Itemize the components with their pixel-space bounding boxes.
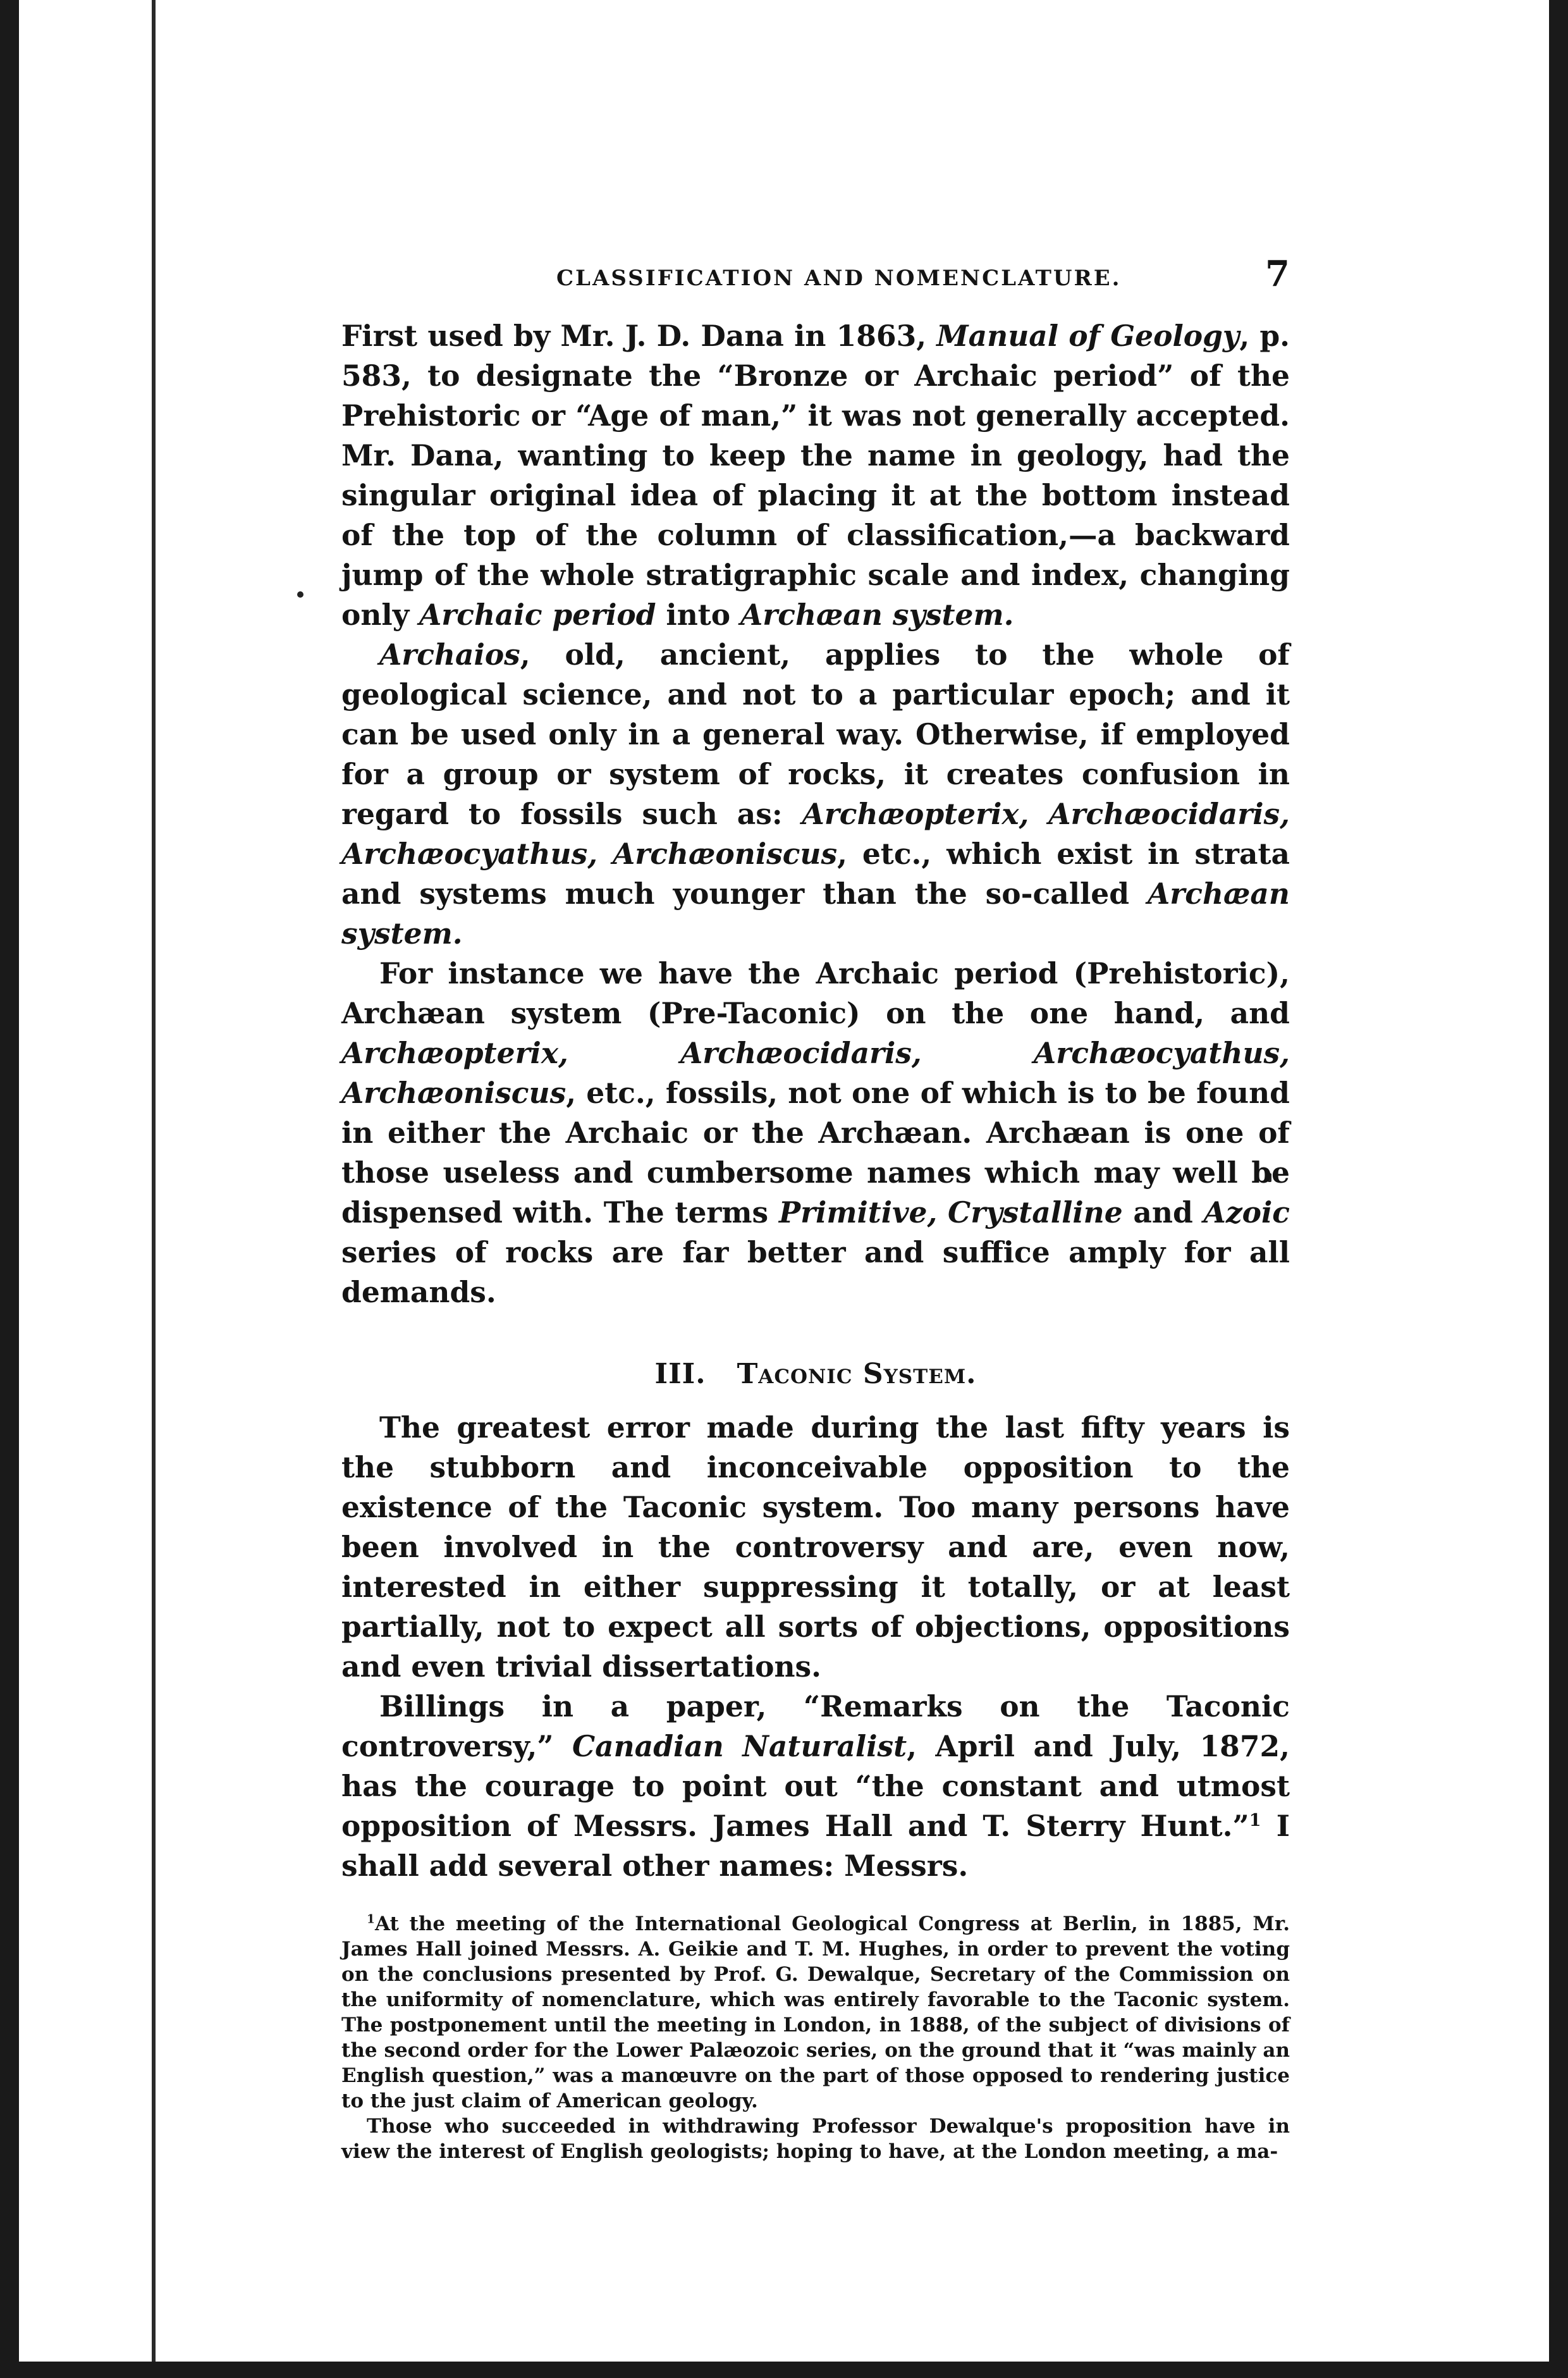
text-run: For instance we have the Archaic period (Prehistoric), Archæan system (Pre-Taconic) on the one hand, and [341,956,1290,1030]
footnote-marker: 1 [1249,1809,1261,1830]
text-run: , old, ancient, applies to the whole of geological science, and not to a particular epoch; and it can be used only in a general way. Otherwise, if employed for a group or system of rocks, it creates confusion in regard to fossils such as: [341,638,1290,831]
text-run: The greatest error made during the last fifty years is the stubborn and inconceivable opposition to the existence of the Taconic system. Too many persons have been involved in the controversy and are, even now, interested in either suppressing it totally, or at least partially, not to expect all sorts of objections, oppositions and even trivial dissertations. [341,1410,1290,1684]
section-heading [341,1358,1290,1390]
margin-dot [297,591,303,598]
running-head [341,240,1290,316]
right-scan-border [1549,0,1568,2378]
italic-run: Canadian Naturalist [572,1729,907,1763]
footnote-continuation [341,2114,1290,2164]
italic-run: Archæan system. [341,877,1290,951]
paragraph-billings [341,1687,1290,1886]
text-run: At the meeting of the International Geological Congress at Berlin, in 1885, Mr. James Hall joined Messrs. A. Geikie and T. M. Hughes, in order to prevent the voting on the conclusions presented by Prof. G. Dewalque, Secretary of the Commission on the uniformity of nomenclature, which was entirely favorable to the Taconic system. The postponement until the meeting in London, in 1888, of the subject of divisions of the second order for the Lower Palæozoic series, on the ground that it “was mainly an English question,” was a manœuvre on the part of those opposed to rendering justice to the just claim of American geology. [341,1913,1290,2112]
footnote-1 [341,1911,1290,2114]
text-run: , etc., fossils, not one of which is to be found in either the Archaic or the Archæan. Archæan is one of those useless and cumbersome names which may well be dispensed with. The terms [341,1076,1290,1229]
paragraph-dana [341,316,1290,635]
paragraph-for-instance [341,954,1290,1312]
text-run: Billings in a paper, “Remarks on the Taconic controversy,” [341,1689,1290,1763]
italic-run: Archaios [379,638,520,672]
text-run: , etc., which exist in strata and systems much younger than the so-called [341,837,1290,911]
bottom-scan-border [0,2362,1568,2378]
text-run: Those who succeeded in withdrawing Professor Dewalque's proposition have in view the interest of English geologists; hoping to have, at the London meeting, a ma- [341,2115,1290,2163]
italic-run: Archæopterix, Archæocidaris, Archæocyathus, Archæoniscus [341,797,1290,871]
text-run: into [656,598,740,632]
italic-run: Manual of Geology [936,319,1240,353]
text-run: and [1122,1195,1204,1229]
text-run: series of rocks are far better and suffice amply for all demands. [341,1235,1290,1309]
text-run: , April and July, 1872, has the courage to point out “the constant and utmost opposition of Messrs. James Hall and T. Sterry Hunt.” [341,1729,1290,1843]
text-run: First used by Mr. J. D. Dana in 1863, [341,319,937,353]
italic-run: Archæopterix, Archæocidaris, Archæocyathus, Archæoniscus [341,1036,1290,1110]
left-scan-border [0,0,19,2378]
section-title: Taconic System. [737,1358,977,1390]
running-title: CLASSIFICATION AND NOMENCLATURE. [556,266,1122,291]
text-run: , p. 583, to designate the “Bronze or Archaic period” of the Prehistoric or “Age of man,” it was not generally accepted. Mr. Dana, wanting to keep the name in geology, had the singular original idea of placing it at the bottom instead of the top of the column of classification,—a backward jump of the whole stratigraphic scale and index, changing only [341,319,1290,632]
section-numeral: III. [654,1358,706,1390]
footnote-marker: 1 [367,1913,375,1926]
paragraph-archaios [341,635,1290,954]
page-number: 7 [1265,253,1290,295]
italic-run: Archaic period [419,598,656,632]
italic-run: Primitive, Crystalline [778,1195,1123,1229]
text-run: I shall add several other names: Messrs. [341,1809,1290,1883]
italic-run: Azoic [1203,1195,1290,1229]
footnotes [341,1911,1290,2164]
page-gutter-edge [152,0,156,2378]
paragraph-greatest-error [341,1408,1290,1687]
page-body [341,240,1290,2164]
italic-run: Archæan system. [740,598,1014,632]
